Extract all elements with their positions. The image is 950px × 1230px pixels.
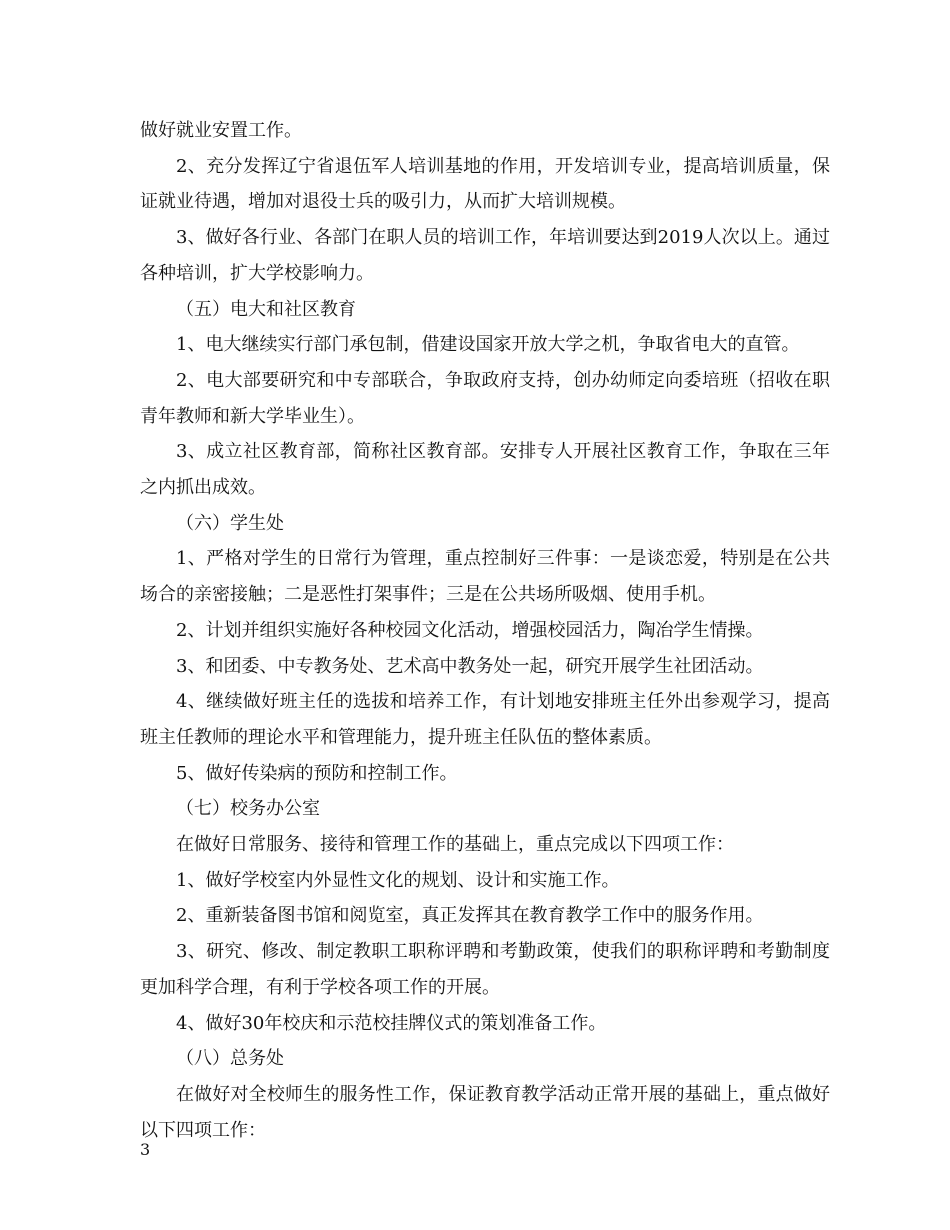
section-heading: （八）总务处: [176, 1048, 284, 1070]
paragraph: 在做好对全校师生的服务性工作，保证教育教学活动正常开展的基础上，重点做好以下四项工作：: [140, 1083, 830, 1141]
section-heading: （七）校务办公室: [176, 798, 320, 820]
paragraph: 3、研究、修改、制定教职工职称评聘和考勤政策，使我们的职称评聘和考勤制度更加科学合理，有利于学校各项工作的开展。: [140, 941, 830, 998]
paragraph: 1、电大继续实行部门承包制，借建设国家开放大学之机，争取省电大的直管。: [176, 334, 800, 356]
document-body: [140, 113, 830, 1148]
paragraph: 2、充分发挥辽宁省退伍军人培训基地的作用，开发培训专业，提高培训质量，保证就业待遇，增加对退役士兵的吸引力，从而扩大培训规模。: [140, 155, 830, 213]
paragraph: 3、做好各行业、各部门在职人员的培训工作，年培训要达到2019人次以上。通过各种培训，扩大学校影响力。: [140, 227, 830, 284]
paragraph: 4、做好30年校庆和示范校挂牌仪式的策划准备工作。: [176, 1012, 607, 1034]
paragraph: 2、重新装备图书馆和阅览室，真正发挥其在教育教学工作中的服务作用。: [176, 905, 764, 927]
page-number: 3: [140, 1140, 151, 1159]
paragraph: 3、成立社区教育部，简称社区教育部。安排专人开展社区教育工作，争取在三年之内抓出成效。: [140, 441, 830, 499]
paragraph: 在做好日常服务、接待和管理工作的基础上，重点完成以下四项工作：: [176, 834, 734, 856]
paragraph: 2、计划并组织实施好各种校园文化活动，增强校园活力，陶冶学生情操。: [176, 619, 764, 641]
paragraph: 4、继续做好班主任的选拔和培养工作，有计划地安排班主任外出参观学习，提高班主任教师的理论水平和管理能力，提升班主任队伍的整体素质。: [140, 691, 830, 748]
section-heading: （六）学生处: [176, 512, 284, 534]
paragraph: 3、和团委、中专教务处、艺术高中教务处一起，研究开展学生社团活动。: [176, 655, 764, 677]
section-heading: （五）电大和社区教育: [176, 298, 356, 320]
paragraph: 5、做好传染病的预防和控制工作。: [176, 762, 458, 784]
paragraph: 1、做好学校室内外显性文化的规划、设计和实施工作。: [176, 869, 620, 891]
paragraph: 2、电大部要研究和中专部联合，争取政府支持，创办幼师定向委培班（招收在职青年教师和新大学毕业生）。: [140, 369, 830, 427]
paragraph: 做好就业安置工作。: [140, 120, 302, 141]
paragraph: 1、严格对学生的日常行为管理，重点控制好三件事：一是谈恋爱，特别是在公共场合的亲密接触；二是恶性打架事件；三是在公共场所吸烟、使用手机。: [140, 548, 830, 606]
